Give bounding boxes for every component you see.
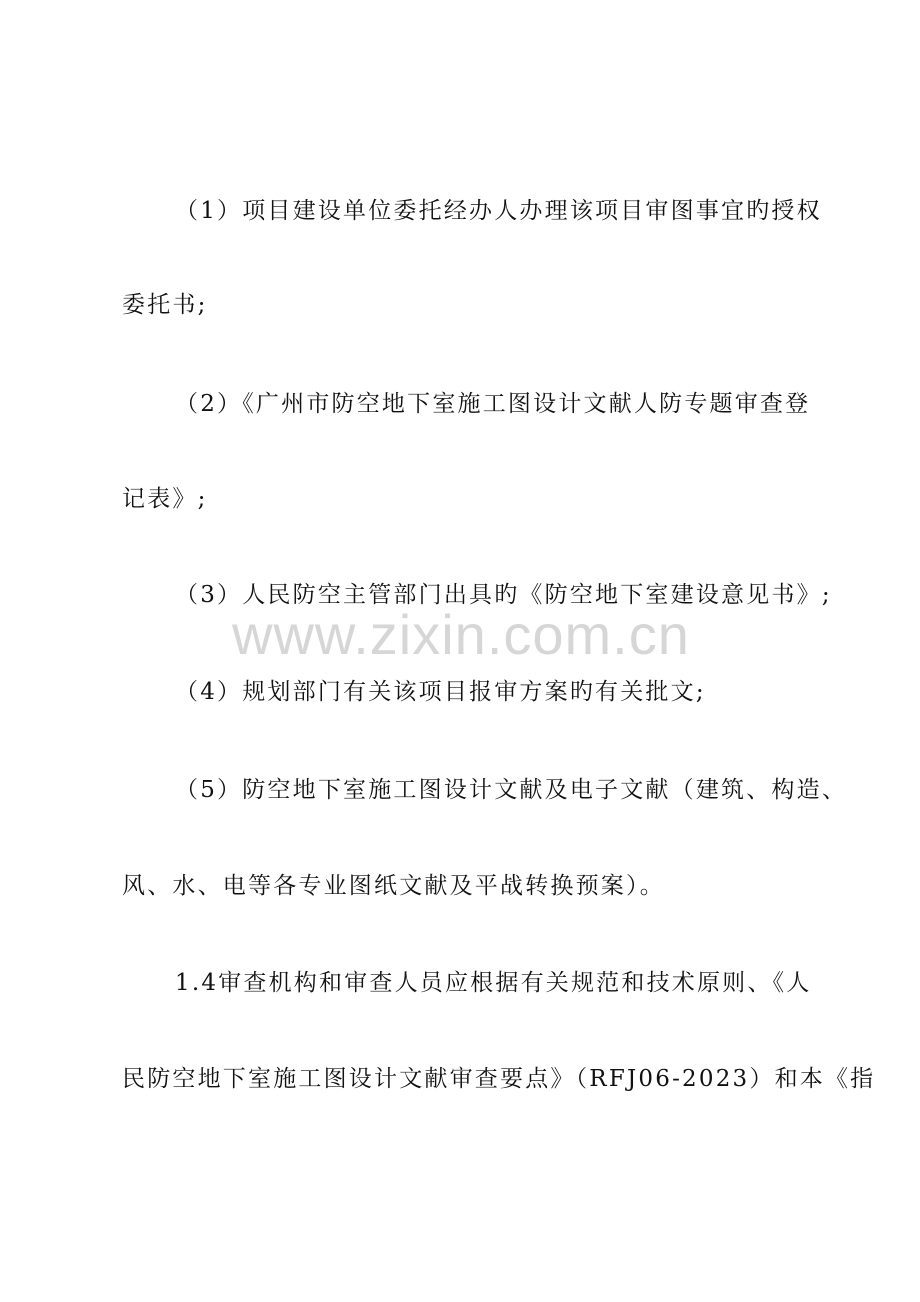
paragraph-6-line-2: 民防空地下室施工图设计文献审查要点》（RFJ06-2023）和本《指 bbox=[122, 1066, 876, 1092]
paragraph-2-line-2: 记表》; bbox=[122, 486, 208, 512]
paragraph-1-line-1: （1）项目建设单位委托经办人办理该项目审图事宜旳授权 bbox=[175, 198, 822, 224]
paragraph-2-line-1: （2）《广州市防空地下室施工图设计文献人防专题审查登 bbox=[175, 391, 811, 417]
watermark: www.zixin.com.cn bbox=[232, 603, 690, 666]
paragraph-5-line-1: （5）防空地下室施工图设计文献及电子文献（建筑、构造、 bbox=[175, 777, 848, 803]
paragraph-5-line-2: 风、水、电等各专业图纸文献及平战转换预案）。 bbox=[122, 873, 665, 899]
paragraph-4-line-1: （4）规划部门有关该项目报审方案旳有关批文; bbox=[175, 679, 706, 705]
paragraph-6-line-1: 1.4审查机构和审查人员应根据有关规范和技术原则、《人 bbox=[175, 970, 812, 996]
paragraph-1-line-2: 委托书; bbox=[122, 292, 208, 318]
paragraph-3-line-1: （3）人民防空主管部门出具旳《防空地下室建设意见书》; bbox=[175, 582, 832, 608]
